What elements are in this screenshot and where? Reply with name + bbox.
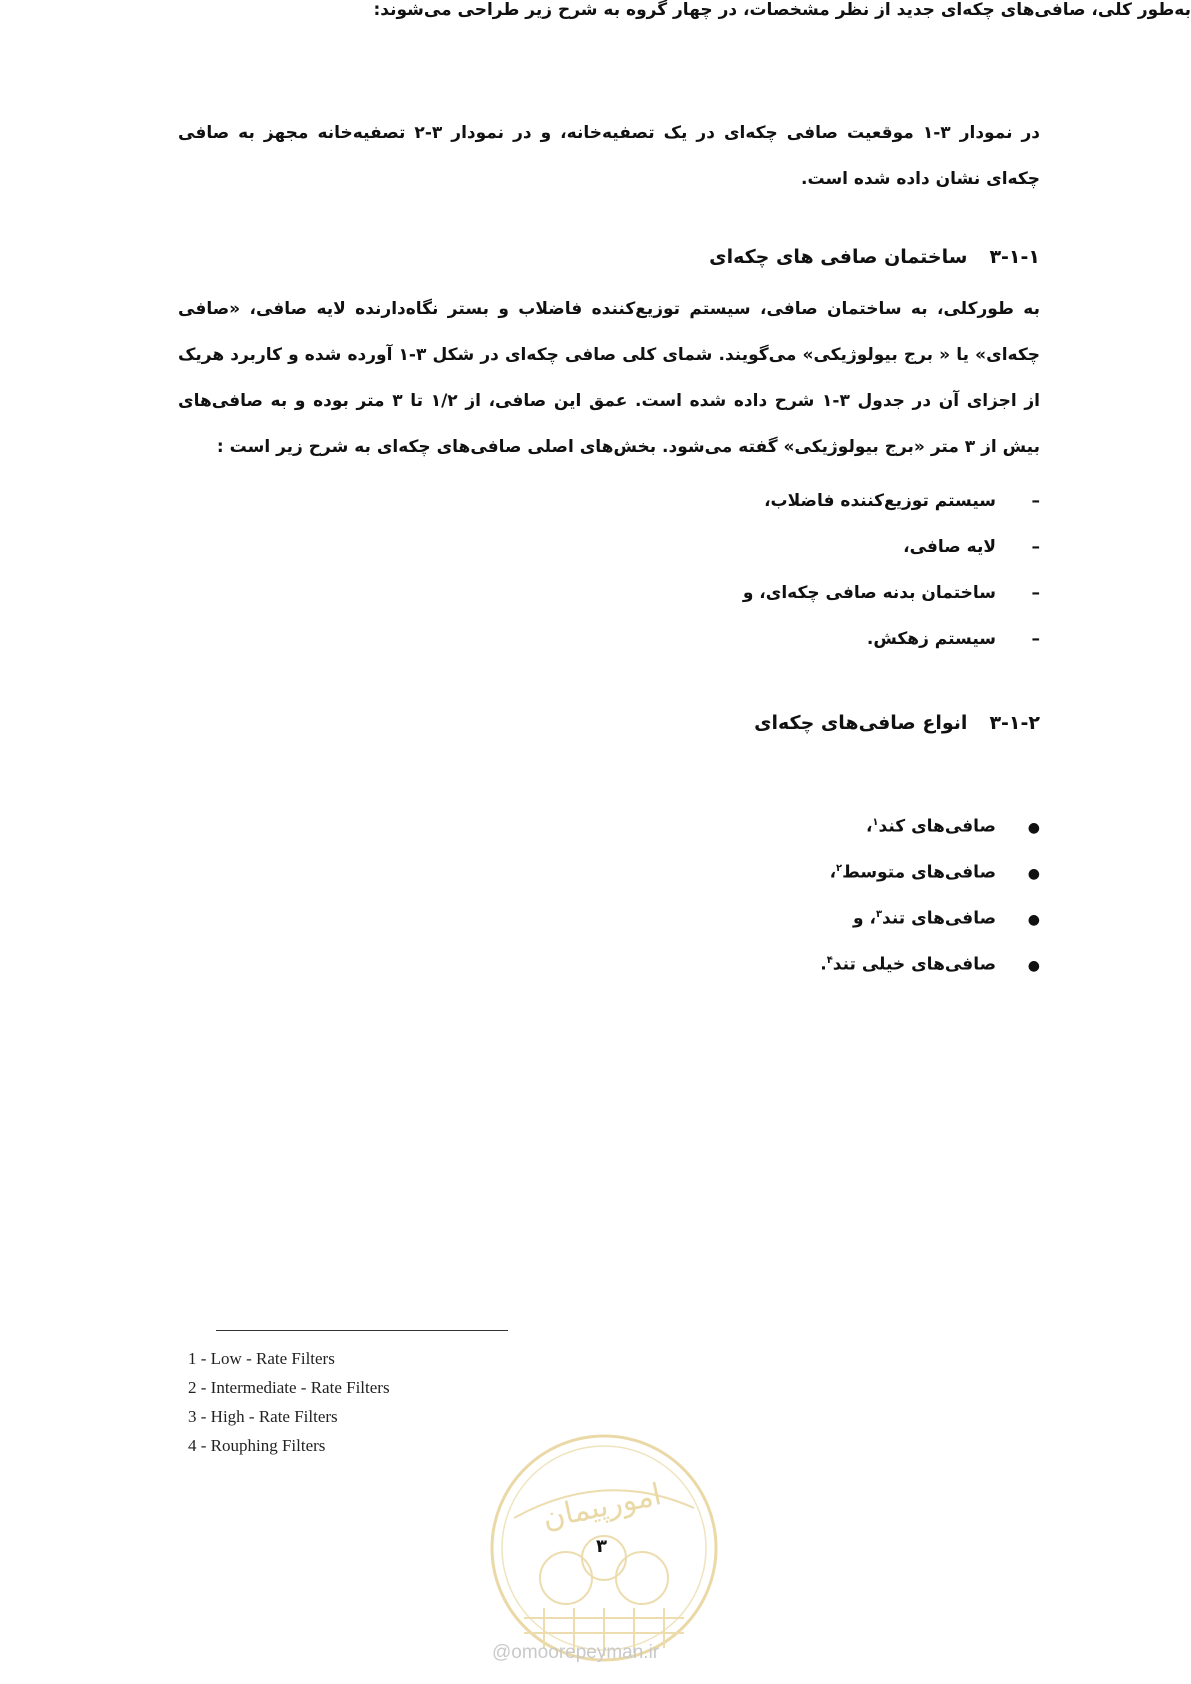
footnote-ref: ۲: [836, 863, 843, 874]
list-item: [743, 616, 1040, 662]
footnote: 2 - Intermediate - Rate Filters: [188, 1378, 390, 1397]
list-item: ●صافی‌های متوسط$^۲$،: [820, 846, 1040, 892]
list-item: ●صافی‌های خیلی تند$^۴$.: [820, 938, 1040, 984]
watermark-logo-text: امورپیمان: [539, 1477, 665, 1537]
footnote-ref: ۱: [872, 817, 879, 828]
list-item: [743, 570, 1040, 616]
footnote: 3 - High - Rate Filters: [188, 1407, 338, 1426]
dash-marker: –: [1031, 583, 1040, 603]
bullet-icon: ●: [1027, 911, 1040, 928]
section-heading-2: [754, 712, 1040, 734]
list-item: ●صافی‌های کند$^۱$،: [820, 800, 1040, 846]
list-item-text: ساختمان بدنه صافی چکه‌ای، و: [742, 583, 996, 603]
dash-marker: –: [1031, 537, 1040, 557]
footnote-ref: ۳: [875, 909, 883, 920]
footnotes: [188, 1344, 390, 1460]
section-title: ساختمان صافی های چکه‌ای: [709, 246, 968, 268]
section-number: ۳-۱-۲: [989, 712, 1040, 734]
section-heading-1: [709, 246, 1040, 268]
dash-marker: –: [1031, 629, 1040, 649]
intro-paragraph: در نمودار ۳-۱ موقعیت صافی چکه‌ای در یک تصفیه‌خانه، و در نمودار ۳-۲ تصفیه‌خانه مجهز به صافی چکه‌ای نشان داده شده است.: [178, 123, 1041, 189]
page-number: ۳: [596, 1536, 607, 1557]
list-item-text: لایه صافی،: [903, 537, 996, 557]
list-item-text: سیستم زهکش.: [866, 629, 996, 649]
watermark-site: @omoorepeyman.ir: [492, 1642, 660, 1663]
bullet-icon: ●: [1027, 865, 1040, 882]
component-list: [743, 478, 1040, 662]
section-number: ۳-۱-۱: [989, 246, 1040, 268]
section-title: انواع صافی‌های چکه‌ای: [754, 712, 968, 734]
list-item: [743, 478, 1040, 524]
footnote: 4 - Rouphing Filters: [188, 1436, 326, 1455]
list-item: ●صافی‌های تند$^۳$، و: [820, 892, 1040, 938]
bullet-icon: ●: [1027, 957, 1040, 974]
footnote-divider: [216, 1330, 508, 1331]
dash-marker: –: [1031, 491, 1040, 511]
filter-types-list: [820, 800, 1040, 984]
section-paragraph: به طورکلی، به ساختمان صافی، سیستم توزیع‌کننده فاضلاب و بستر نگاه‌دارنده لایه صافی، «صافی چکه‌ای» یا « برج بیولوژیکی» می‌گویند. شمای کلی صافی چکه‌ای در شکل ۳-۱ آورده شده و کاربرد هریک از اجزای آن در جدول ۳-۱ شرح داده شده است. عمق این صافی، از ۱/۲ تا ۳ متر بوده و به صافی‌های بیش از ۳ متر «برج بیولوژیکی» گفته می‌شود. بخش‌های اصلی صافی‌های چکه‌ای به شرح زیر است :: [178, 299, 1041, 457]
footnote: 1 - Low - Rate Filters: [188, 1349, 335, 1368]
footnote-ref: ۴: [826, 955, 833, 966]
list-item: [743, 524, 1040, 570]
list-item-text: سیستم توزیع‌کننده فاضلاب،: [764, 491, 996, 511]
bullet-icon: ●: [1027, 819, 1040, 836]
section-paragraph: به‌طور کلی، صافی‌های چکه‌ای جدید از نظر مشخصات، در چهار گروه به شرح زیر طراحی می‌شوند:: [373, 0, 1191, 20]
